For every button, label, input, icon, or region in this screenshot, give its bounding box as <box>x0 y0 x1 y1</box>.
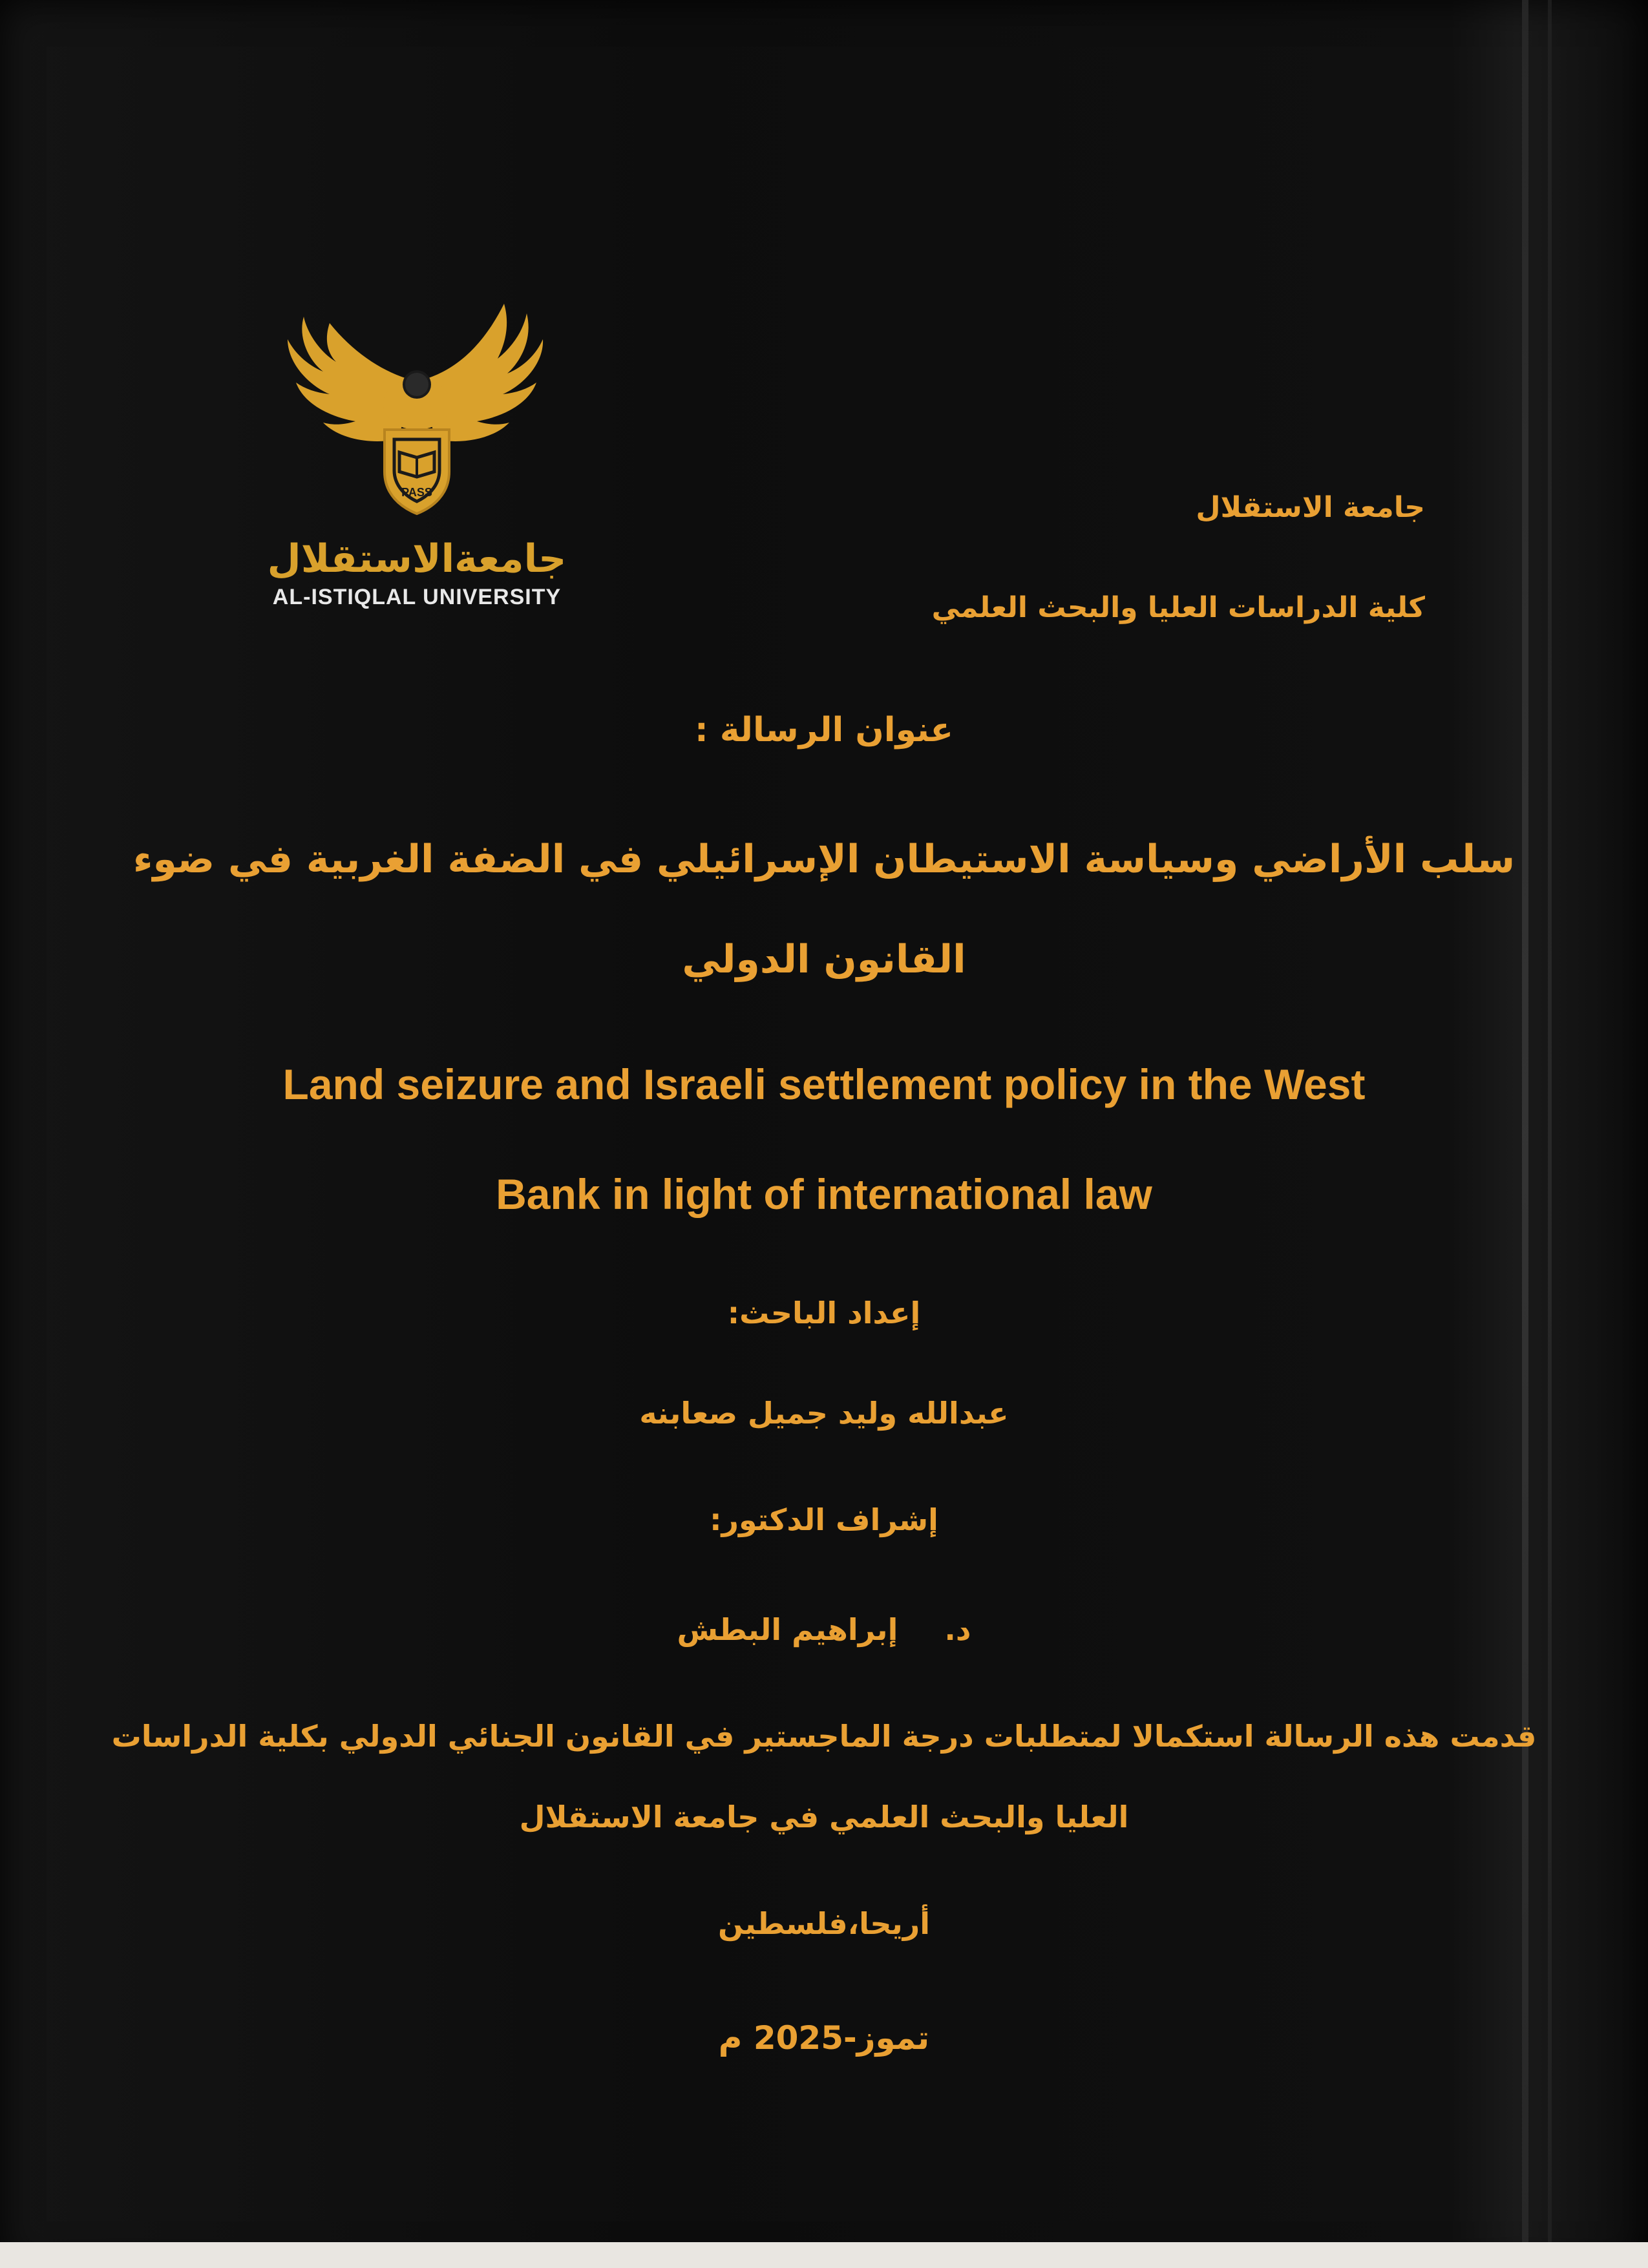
thesis-title-ar-line2: القانون الدولي <box>682 937 966 982</box>
page-edge <box>0 2242 1648 2268</box>
logo-arabic-name: جامعةالاستقلال <box>267 536 567 582</box>
thesis-title-en-line1: Land seizure and Israeli settlement policy in the West <box>282 1060 1366 1108</box>
faculty-name: كلية الدراسات العليا والبحث العلمي <box>931 591 1425 624</box>
footer-place: أريحا،فلسطين <box>717 1906 931 1941</box>
researcher-label: إعداد الباحث: <box>727 1296 921 1330</box>
logo-english-name: AL-ISTIQLAL UNIVERSITY <box>272 585 562 609</box>
supervisor-label: إشراف الدكتور: <box>710 1502 938 1537</box>
thesis-title-en-line2: Bank in light of international law <box>496 1170 1152 1218</box>
thesis-title-ar-line1: سلب الأراضي وسياسة الاستيطان الإسرائيلي في الضفة الغربية في ضوء <box>132 837 1516 882</box>
thesis-title-label: عنوان الرسالة : <box>695 711 953 750</box>
supervisor-line <box>0 1612 1648 1647</box>
submission-line2: العليا والبحث العلمي في جامعة الاستقلال <box>519 1800 1129 1834</box>
submission-line1: قدمت هذه الرسالة استكمالا لمتطلبات درجة الماجستير في القانون الجنائي الدولي بكلية الدراسات <box>111 1719 1537 1754</box>
shield-text: PASS <box>401 486 432 499</box>
researcher-name: عبدالله وليد جميل صعابنه <box>639 1396 1009 1431</box>
supervisor-name: إبراهيم البطش <box>677 1612 898 1647</box>
supervisor-prefix: د. <box>944 1612 971 1647</box>
footer-date: تموز-2025 م <box>718 2019 930 2057</box>
university-name: جامعة الاستقلال <box>1196 491 1425 524</box>
